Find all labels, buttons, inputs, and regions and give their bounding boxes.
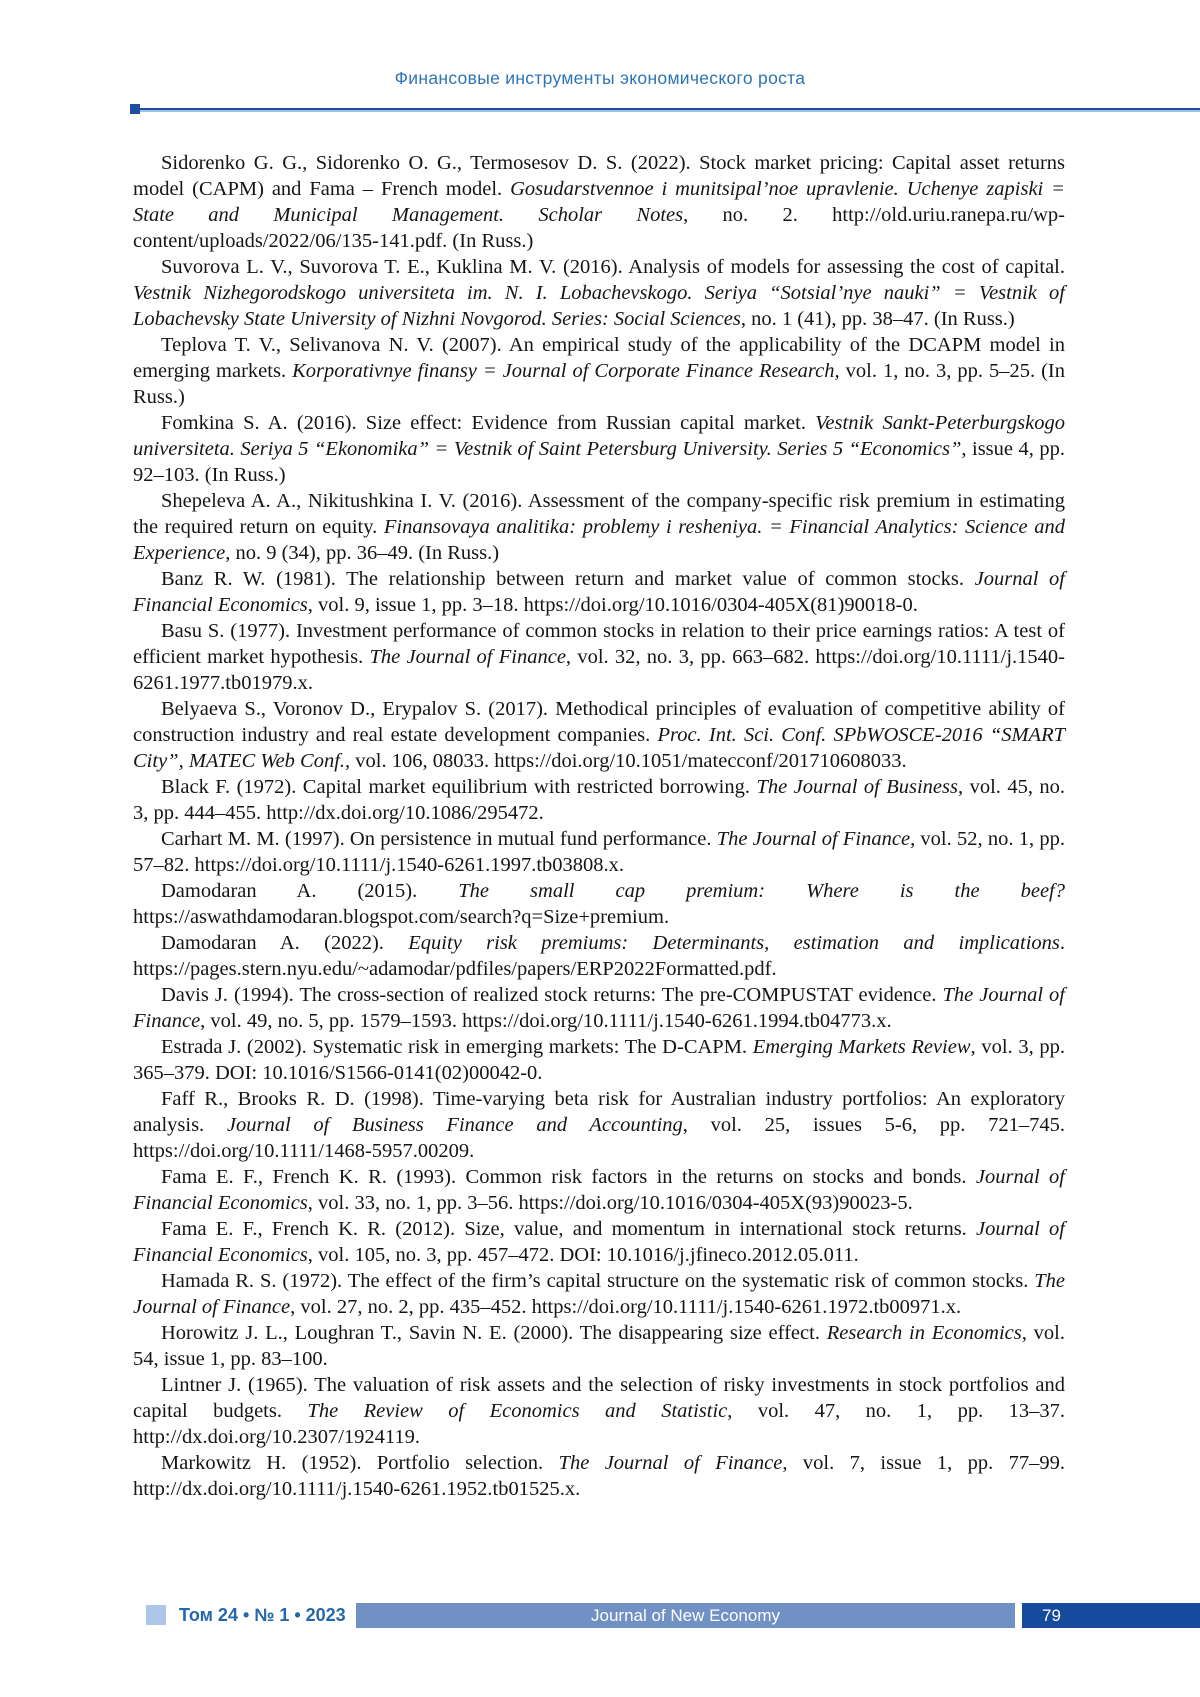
reference-italic-segment: Emerging Markets Review — [752, 1036, 971, 1058]
header-rule — [131, 108, 1200, 112]
reference-item — [133, 1268, 1065, 1320]
reference-italic-segment: The Journal of Finance — [558, 1452, 783, 1474]
page-number: 79 — [1042, 1606, 1061, 1625]
reference-italic-segment: The Journal of Finance — [716, 828, 911, 850]
reference-text-segment: Carhart M. M. (1997). On persistence in mutual fund performance. — [161, 828, 717, 850]
reference-text-segment: Damodaran A. (2022). — [161, 932, 409, 954]
reference-text-segment: , vol. 106, 08033. https://doi.org/10.1051/matecconf/201710608033. — [345, 750, 907, 772]
reference-italic-segment: The Review of Economics and Statistic — [307, 1400, 728, 1422]
reference-text-segment: , no. 9 (34), pp. 36–49. (In Russ.) — [225, 542, 500, 564]
reference-text-segment: , issue 4, pp. 92–103. (In Russ.) — [133, 438, 1065, 486]
reference-item — [133, 1034, 1065, 1086]
header-rule-square — [130, 104, 140, 114]
reference-italic-segment: Journal of Financial Economics — [133, 1166, 1066, 1214]
reference-item — [133, 488, 1065, 566]
reference-italic-segment: The Journal of Business — [756, 776, 958, 798]
reference-italic-segment: Gosudarstvennoe i munitsipal’noe upravlenie. Uchenye zapiski = State and Municipal Management. Scholar Notes — [133, 178, 1065, 226]
reference-text-segment: vol. 1, no. 3, pp. 5–25. (In Russ.) — [133, 360, 1065, 408]
reference-italic-segment: The small cap premium: Where is the beef? — [458, 880, 1065, 902]
reference-italic-segment: Journal of Financial Economics — [133, 568, 1065, 616]
reference-text-segment: , vol. 47, no. 1, pp. 13–37. http://dx.doi.org/10.2307/1924119. — [133, 1400, 1066, 1448]
reference-item — [133, 1320, 1065, 1372]
references-list — [133, 150, 1065, 1502]
reference-text-segment: Teplova T. V., Selivanova N. V. (2007). An empirical study of the applicability of the DCAPM model in emerging markets. — [133, 334, 1065, 382]
reference-text-segment: Suvorova L. V., Suvorova T. E., Kuklina M. V. (2016). Analysis of models for assessing the cost of capital. — [161, 256, 1065, 278]
journal-name-bar — [356, 1603, 1015, 1628]
reference-text-segment: Markowitz H. (1952). Portfolio selection. — [161, 1452, 559, 1474]
reference-italic-segment: The Journal of Finance — [133, 1270, 1065, 1318]
reference-item — [133, 1372, 1065, 1450]
reference-text-segment: , vol. 27, no. 2, pp. 435–452. https://doi.org/10.1111/j.1540-6261.1972.tb00971.x. — [290, 1296, 962, 1318]
reference-text-segment: Banz R. W. (1981). The relationship between return and market value of common stocks. — [161, 568, 975, 590]
reference-item — [133, 1164, 1065, 1216]
running-head: Финансовые инструменты экономического роста — [394, 68, 806, 88]
reference-text-segment: Sidorenko G. G., Sidorenko O. G., Termosesov D. S. (2022). Stock market pricing: Capital asset returns model (CAPM) and Fama – French model. — [133, 152, 1065, 200]
reference-item — [133, 332, 1065, 410]
reference-item — [133, 150, 1065, 254]
footer-square — [146, 1605, 166, 1625]
reference-item — [133, 1086, 1065, 1164]
page-number-box — [1022, 1603, 1200, 1628]
reference-text-segment: Shepeleva A. A., Nikitushkina I. V. (2016). Assessment of the company-specific risk premium in estimating the required return on equity. — [133, 490, 1065, 538]
reference-italic-segment: Korporativnye finansy = Journal of Corporate Finance Research, — [292, 360, 840, 382]
reference-italic-segment: The Journal of Finance — [133, 984, 1065, 1032]
reference-item — [133, 826, 1065, 878]
reference-text-segment: Damodaran A. (2015). — [161, 880, 459, 902]
reference-text-segment: Estrada J. (2002). Systematic risk in emerging markets: The D-CAPM. — [161, 1036, 753, 1058]
reference-text-segment: https://aswathdamodaran.blogspot.com/search?q=Size+premium. — [133, 906, 670, 928]
reference-text-segment: Davis J. (1994). The cross-section of realized stock returns: The pre-COMPUSTAT evidence. — [161, 984, 943, 1006]
reference-italic-segment: Journal of Business Finance and Accounting — [226, 1114, 683, 1136]
reference-text-segment: Belyaeva S., Voronov D., Erypalov S. (2017). Methodical principles of evaluation of competitive ability of construction industry and real estate development companies. — [133, 698, 1065, 746]
reference-text-segment: , no. 1 (41), pp. 38–47. (In Russ.) — [740, 308, 1015, 330]
reference-item — [133, 410, 1065, 488]
reference-item — [133, 1450, 1065, 1502]
reference-item — [133, 1216, 1065, 1268]
reference-italic-segment: Equity risk premiums: Determinants, estimation and implications — [408, 932, 1060, 954]
reference-item — [133, 618, 1065, 696]
reference-text-segment: . https://pages.stern.nyu.edu/~adamodar/pdfiles/papers/ERP2022Formatted.pdf. — [133, 932, 1065, 980]
reference-text-segment: Hamada R. S. (1972). The effect of the firm’s capital structure on the systematic risk of common stocks. — [161, 1270, 1035, 1292]
reference-italic-segment: Vestnik Nizhegorodskogo universiteta im. N. I. Lobachevskogo. Seriya “Sotsial’nye nauki” = Vestnik of Lobachevsky State University of Nizhni Novgorod. Series: Social Sciences — [133, 282, 1065, 330]
journal-name-label: Journal of New Economy — [591, 1606, 780, 1625]
reference-italic-segment: Finansovaya analitika: problemy i resheniya. = Financial Analytics: Science and Experience — [133, 516, 1065, 564]
reference-item — [133, 982, 1065, 1034]
reference-item — [133, 878, 1065, 930]
reference-text-segment: Fama E. F., French K. R. (1993). Common risk factors in the returns on stocks and bonds. — [161, 1166, 976, 1188]
reference-text-segment: , vol. 3, pp. 365–379. DOI: 10.1016/S1566-0141(02)00042-0. — [133, 1036, 1065, 1084]
volume-issue-label: Том 24 • № 1 • 2023 — [179, 1605, 346, 1625]
reference-item — [133, 774, 1065, 826]
reference-item — [133, 566, 1065, 618]
reference-text-segment: Basu S. (1977). Investment performance of common stocks in relation to their price earnings ratios: A test of efficient market hypothesis. — [133, 620, 1065, 668]
reference-text-segment: , vol. 25, issues 5-6, pp. 721–745. https://doi.org/10.1111/1468-5957.00209. — [133, 1114, 1066, 1162]
reference-text-segment: , vol. 52, no. 1, pp. 57–82. https://doi.org/10.1111/j.1540-6261.1997.tb03808.x. — [133, 828, 1065, 876]
reference-italic-segment: Journal of Financial Economics — [133, 1218, 1066, 1266]
reference-text-segment: , vol. 49, no. 5, pp. 1579–1593. https://doi.org/10.1111/j.1540-6261.1994.tb04773.x. — [200, 1010, 892, 1032]
reference-text-segment: Faff R., Brooks R. D. (1998). Time-varying beta risk for Australian industry portfolios: An exploratory analysis. — [133, 1088, 1065, 1136]
reference-text-segment: Black F. (1972). Capital market equilibrium with restricted borrowing. — [161, 776, 757, 798]
reference-text-segment: , vol. 33, no. 1, pp. 3–56. https://doi.org/10.1016/0304-405X(93)90023-5. — [307, 1192, 913, 1214]
reference-text-segment: , vol. 105, no. 3, pp. 457–472. DOI: 10.1016/j.jfineco.2012.05.011. — [307, 1244, 859, 1266]
reference-text-segment: , vol. 45, no. 3, pp. 444–455. http://dx.doi.org/10.1086/295472. — [133, 776, 1066, 824]
reference-italic-segment: The Journal of Finance — [369, 646, 566, 668]
reference-item — [133, 696, 1065, 774]
reference-italic-segment: Vestnik Sankt-Peterburgskogo universiteta. Seriya 5 “Ekonomika” = Vestnik of Saint Petersburg University. Series 5 “Economics” — [133, 412, 1065, 460]
reference-text-segment: , no. 2. http://old.uriu.ranepa.ru/wp-content/uploads/2022/06/135-141.pdf. (In Russ.) — [133, 204, 1065, 252]
reference-text-segment: Horowitz J. L., Loughran T., Savin N. E. (2000). The disappearing size effect. — [161, 1322, 827, 1344]
reference-italic-segment: Research in Economics — [826, 1322, 1022, 1344]
reference-text-segment: , vol. 54, issue 1, pp. 83–100. — [133, 1322, 1065, 1370]
reference-text-segment: Fama E. F., French K. R. (2012). Size, value, and momentum in international stock returns. — [161, 1218, 977, 1240]
reference-italic-segment: Proc. Int. Sci. Conf. SPbWOSCE-2016 “SMART City”, MATEC Web Conf. — [133, 724, 1065, 772]
reference-text-segment: Fomkina S. A. (2016). Size effect: Evidence from Russian capital market. — [161, 412, 816, 434]
reference-item — [133, 930, 1065, 982]
reference-text-segment: , vol. 9, issue 1, pp. 3–18. https://doi.org/10.1016/0304-405X(81)90018-0. — [307, 594, 918, 616]
reference-text-segment: , vol. 7, issue 1, pp. 77–99. http://dx.doi.org/10.1111/j.1540-6261.1952.tb01525.x. — [133, 1452, 1065, 1500]
reference-text-segment: Lintner J. (1965). The valuation of risk assets and the selection of risky investments in stock portfolios and capital budgets. — [133, 1374, 1065, 1422]
reference-item — [133, 254, 1065, 332]
reference-text-segment: , vol. 32, no. 3, pp. 663–682. https://doi.org/10.1111/j.1540-6261.1977.tb01979.x. — [133, 646, 1065, 694]
